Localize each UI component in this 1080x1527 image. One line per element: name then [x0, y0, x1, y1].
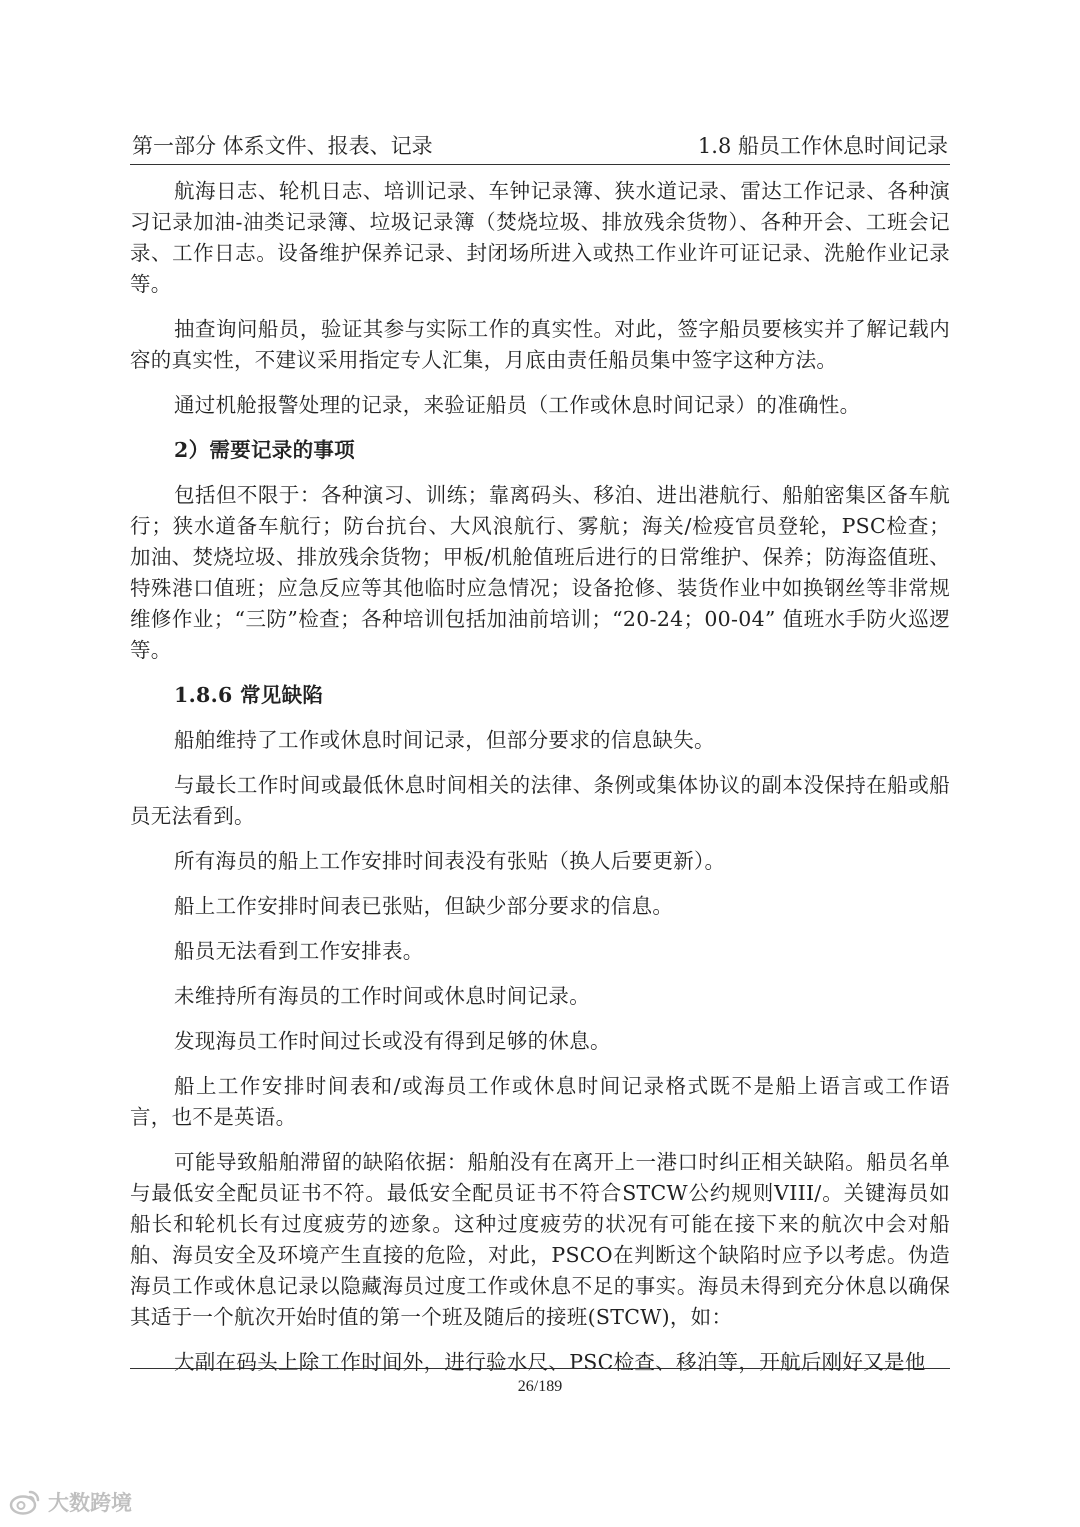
paragraph: 抽查询问船员，验证其参与实际工作的真实性。对此，签字船员要核实并了解记载内容的真实性，不建议采用指定专人汇集，月底由责任船员集中签字这种方法。: [130, 317, 950, 372]
paragraph: 未维持所有海员的工作时间或休息时间记录。: [174, 984, 590, 1008]
header-chapter-title: 1.8 船员工作休息时间记录: [697, 134, 948, 158]
paragraph: 大副在码头上除工作时间外，进行验水尺、PSC检查、移泊等，开航后刚好又是他: [174, 1350, 926, 1374]
section-heading: 1.8.6 常见缺陷: [174, 683, 324, 707]
weibo-logo-icon: [8, 1488, 42, 1516]
paragraph: 船员无法看到工作安排表。: [174, 939, 424, 963]
paragraph: 船上工作安排时间表已张贴，但缺少部分要求的信息。: [174, 894, 674, 918]
document-body: [130, 176, 950, 1392]
header-section-title: 第一部分 体系文件、报表、记录: [132, 134, 433, 158]
paragraph: 航海日志、轮机日志、培训记录、车钟记录簿、狭水道记录、雷达工作记录、各种演习记录加油-油类记录簿、垃圾记录簿（焚烧垃圾、排放残余货物）、各种开会、工班会记录、工作日志。设备维护保养记录、封闭场所进入或热工作业许可证记录、洗舱作业记录等。: [130, 179, 950, 296]
footer-divider: [130, 1368, 950, 1369]
paragraph: 所有海员的船上工作安排时间表没有张贴（换人后要更新）。: [174, 849, 726, 873]
paragraph: 船舶维持了工作或休息时间记录，但部分要求的信息缺失。: [174, 728, 715, 752]
paragraph: 可能导致船舶滞留的缺陷依据：船舶没有在离开上一港口时纠正相关缺陷。船员名单与最低安全配员证书不符。最低安全配员证书不符合STCW公约规则VIII/。关键海员如船长和轮机长有过度疲劳的迹象。这种过度疲劳的状况有可能在接下来的航次中会对船舶、海员安全及环境产生直接的危险，对此，PSCO在判断这个缺陷时应予以考虑。伪造海员工作或休息记录以隐藏海员过度工作或休息不足的事实。海员未得到充分休息以确保其适于一个航次开始时值的第一个班及随后的接班(STCW)，如：: [130, 1150, 950, 1329]
watermark-text: 大数跨境: [48, 1491, 132, 1515]
paragraph: 船上工作安排时间表和/或海员工作或休息时间记录格式既不是船上语言或工作语言，也不是英语。: [130, 1074, 950, 1129]
paragraph: 与最长工作时间或最低休息时间相关的法律、条例或集体协议的副本没保持在船或船员无法看到。: [130, 773, 950, 828]
paragraph: 包括但不限于：各种演习、训练；靠离码头、移泊、进出港航行、船舶密集区备车航行；狭水道备车航行；防台抗台、大风浪航行、雾航；海关/检疫官员登轮，PSC检查；加油、焚烧垃圾、排放残余货物；甲板/机舱值班后进行的日常维护、保养；防海盗值班、特殊港口值班；应急反应等其他临时应急情况；设备抢修、装货作业中如换钢丝等非常规维修作业；“三防”检查；各种培训包括加油前培训；“20-24；00-04” 值班水手防火巡逻等。: [130, 483, 950, 662]
page-number: 26/189: [517, 1378, 563, 1395]
paragraph: 通过机舱报警处理的记录，来验证船员（工作或休息时间记录）的准确性。: [174, 393, 861, 417]
subsection-heading: 2）需要记录的事项: [174, 438, 355, 462]
page-header: [130, 128, 950, 165]
watermark: [8, 1486, 132, 1518]
paragraph: 发现海员工作时间过长或没有得到足够的休息。: [174, 1029, 611, 1053]
